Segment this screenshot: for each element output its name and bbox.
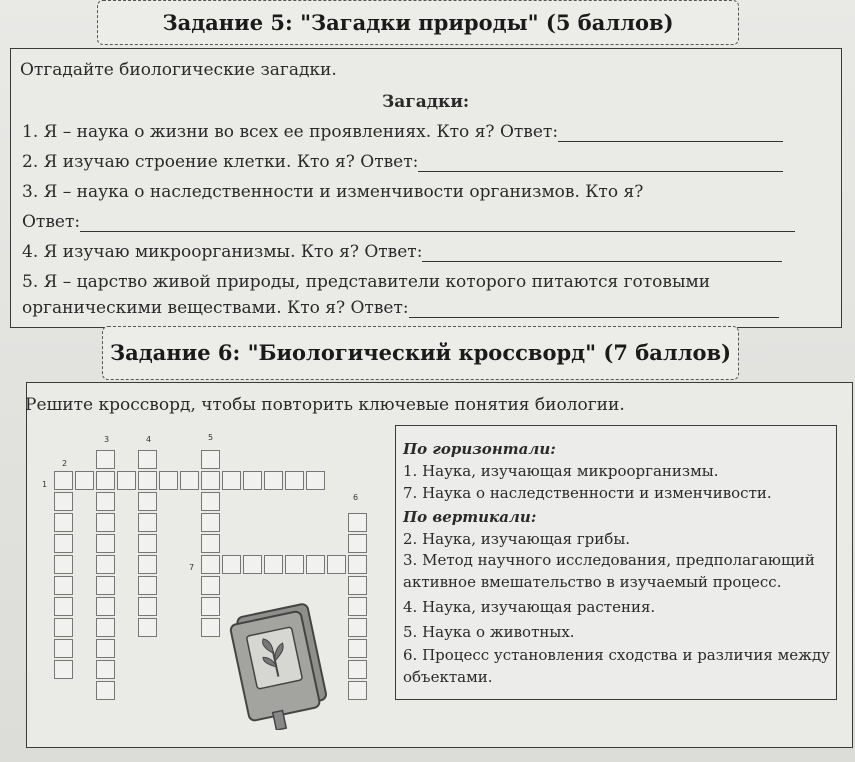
crossword-number-4: 4: [146, 435, 152, 444]
task5-header-text: Задание 5: "Загадки природы" (5 баллов): [162, 10, 674, 35]
crossword-cell[interactable]: [306, 555, 325, 574]
clue-v2: 2. Наука, изучающая грибы.: [403, 530, 631, 548]
crossword-cell[interactable]: [54, 618, 73, 637]
crossword-cell[interactable]: [96, 618, 115, 637]
crossword-cell[interactable]: [138, 513, 157, 532]
crossword-cell[interactable]: [54, 576, 73, 595]
crossword-number-6: 6: [353, 493, 359, 502]
crossword-cell[interactable]: [201, 513, 220, 532]
crossword-cell[interactable]: [96, 681, 115, 700]
book-with-plant-icon: [225, 600, 335, 730]
crossword-cell[interactable]: [264, 471, 283, 490]
crossword-cell[interactable]: [285, 555, 304, 574]
task5-instruction: Отгадайте биологические загадки.: [20, 60, 337, 80]
horizontal-title: По горизонтали:: [403, 440, 556, 458]
crossword-cell[interactable]: [348, 681, 367, 700]
crossword-cell[interactable]: [222, 471, 241, 490]
task5-header: [97, 0, 739, 45]
clue-h1: 1. Наука, изучающая микроорганизмы.: [403, 462, 719, 480]
crossword-cell[interactable]: [96, 471, 115, 490]
crossword-cell[interactable]: [285, 471, 304, 490]
crossword-number-3: 3: [104, 435, 110, 444]
crossword-cell[interactable]: [96, 576, 115, 595]
crossword-cell[interactable]: [96, 555, 115, 574]
crossword-cell[interactable]: [96, 492, 115, 511]
riddle-2-text: 2. Я изучаю строение клетки. Кто я? Ответ:: [22, 152, 419, 172]
crossword-cell[interactable]: [201, 534, 220, 553]
clue-v3: 3. Метод научного исследования, предполагающий: [403, 551, 815, 569]
vertical-title: По вертикали:: [403, 508, 537, 526]
crossword-cell[interactable]: [54, 513, 73, 532]
crossword-cell[interactable]: [54, 471, 73, 490]
crossword-cell[interactable]: [138, 450, 157, 469]
crossword-number-7: 7: [189, 563, 195, 572]
crossword-cell[interactable]: [54, 660, 73, 679]
crossword-cell[interactable]: [96, 660, 115, 679]
crossword-number-5: 5: [208, 433, 214, 442]
crossword-cell[interactable]: [348, 555, 367, 574]
riddle-3-answer-label: Ответ:: [22, 212, 81, 232]
crossword-cell[interactable]: [96, 597, 115, 616]
crossword-cell[interactable]: [54, 534, 73, 553]
riddle-3-text: 3. Я – наука о наследственности и изменчивости организмов. Кто я?: [22, 182, 644, 202]
clue-v4: 4. Наука, изучающая растения.: [403, 598, 656, 616]
task5-subtitle: Загадки:: [382, 92, 470, 112]
clue-v5: 5. Наука о животных.: [403, 623, 575, 641]
riddle-5-text: 5. Я – царство живой природы, представители которого питаются готовыми: [22, 272, 711, 292]
clue-h7: 7. Наука о наследственности и изменчивости.: [403, 484, 772, 502]
crossword-cell[interactable]: [54, 555, 73, 574]
crossword-cell[interactable]: [348, 576, 367, 595]
riddle-4: [22, 242, 782, 262]
task6-header: [102, 326, 739, 380]
crossword-cell[interactable]: [348, 618, 367, 637]
crossword-cell[interactable]: [327, 555, 346, 574]
crossword-cell[interactable]: [201, 450, 220, 469]
crossword-cell[interactable]: [117, 471, 136, 490]
crossword-cell[interactable]: [138, 534, 157, 553]
crossword-cell[interactable]: [138, 555, 157, 574]
riddle-5-answer-label: органическими веществами. Кто я? Ответ:: [22, 298, 409, 318]
riddle-2-answer-line[interactable]: [418, 156, 783, 172]
crossword-cell[interactable]: [180, 471, 199, 490]
riddle-1: [22, 122, 783, 142]
crossword-cell[interactable]: [138, 576, 157, 595]
crossword-cell[interactable]: [54, 492, 73, 511]
riddle-5: [22, 272, 710, 292]
riddle-4-text: 4. Я изучаю микроорганизмы. Кто я? Ответ:: [22, 242, 423, 262]
crossword-cell[interactable]: [96, 639, 115, 658]
crossword-cell[interactable]: [201, 471, 220, 490]
riddle-5-answer: [22, 298, 779, 318]
riddle-3-answer: [22, 212, 795, 232]
crossword-cell[interactable]: [201, 492, 220, 511]
crossword-cell[interactable]: [243, 555, 262, 574]
crossword-cell[interactable]: [75, 471, 94, 490]
crossword-cell[interactable]: [159, 471, 178, 490]
crossword-cell[interactable]: [201, 618, 220, 637]
crossword-cell[interactable]: [222, 555, 241, 574]
riddle-1-answer-line[interactable]: [558, 126, 783, 142]
crossword-cell[interactable]: [243, 471, 262, 490]
riddle-5-answer-line[interactable]: [409, 302, 779, 318]
crossword-cell[interactable]: [96, 513, 115, 532]
crossword-cell[interactable]: [348, 639, 367, 658]
task6-header-text: Задание 6: "Биологический кроссворд" (7 баллов): [109, 340, 732, 365]
riddle-3-answer-line[interactable]: [80, 216, 795, 232]
crossword-cell[interactable]: [138, 618, 157, 637]
crossword-cell[interactable]: [306, 471, 325, 490]
crossword-cell[interactable]: [348, 534, 367, 553]
crossword-cell[interactable]: [348, 597, 367, 616]
crossword-cell[interactable]: [348, 660, 367, 679]
riddle-1-text: 1. Я – наука о жизни во всех ее проявлениях. Кто я? Ответ:: [22, 122, 559, 142]
crossword-cell[interactable]: [348, 513, 367, 532]
clue-v6: 6. Процесс установления сходства и различия между: [403, 646, 831, 664]
crossword-cell[interactable]: [201, 555, 220, 574]
crossword-cell[interactable]: [96, 450, 115, 469]
crossword-cell[interactable]: [264, 555, 283, 574]
riddle-4-answer-line[interactable]: [422, 246, 782, 262]
clue-v6-cont: объектами.: [403, 668, 493, 686]
crossword-cell[interactable]: [138, 492, 157, 511]
crossword-cell[interactable]: [138, 471, 157, 490]
crossword-cell[interactable]: [96, 534, 115, 553]
riddle-3: [22, 182, 643, 202]
crossword-cell[interactable]: [201, 576, 220, 595]
crossword-cell[interactable]: [54, 639, 73, 658]
crossword-cell[interactable]: [201, 597, 220, 616]
crossword-cell[interactable]: [54, 597, 73, 616]
riddle-2: [22, 152, 783, 172]
clue-v3-cont: активное вмешательство в изучаемый процесс.: [403, 573, 782, 591]
crossword-number-2: 2: [62, 459, 68, 468]
crossword-number-1: 1: [42, 480, 48, 489]
task6-instruction: Решите кроссворд, чтобы повторить ключевые понятия биологии.: [25, 395, 625, 415]
crossword-cell[interactable]: [138, 597, 157, 616]
